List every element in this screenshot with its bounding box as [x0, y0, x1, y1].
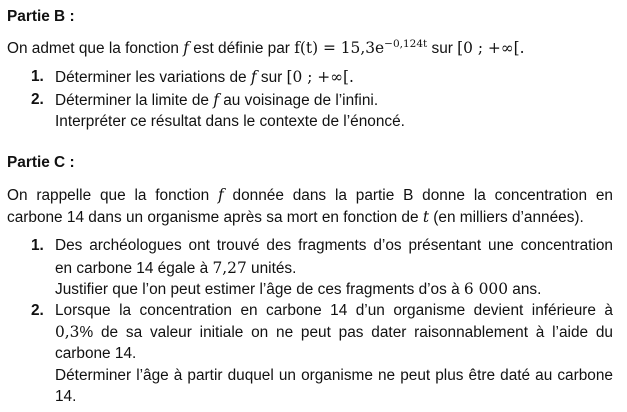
- partie-b-q1-number: 1.: [31, 68, 44, 85]
- partie-c-q1-line2: en carbone 14 égale à 7,27 unités.: [55, 259, 297, 277]
- partie-b-intro: On admet que la fonction f est définie par $f(t) = 15,3e^{-0,124t}$ sur [0 ; +∞[.: [7, 38, 525, 57]
- partie-b-q1-text: Déterminer les variations de f sur [0 ; +∞[.: [55, 68, 354, 86]
- partie-c-q1-line3: Justifier que l’on peut estimer l’âge de ces fragments d’os à 6 000 ans.: [55, 280, 542, 298]
- partie-b-heading: Partie B :: [7, 8, 75, 25]
- partie-c-intro-line2: carbone 14 dans un organisme après sa mort en fonction de t (en milliers d’années).: [7, 208, 584, 226]
- partie-c-intro-line1: On rappelle que la fonction f donnée dans la partie B donne la concentration en: [7, 186, 613, 204]
- partie-c-q1-number: 1.: [31, 237, 44, 254]
- partie-c-q2-line5: 14.: [55, 388, 77, 405]
- partie-b-q2-text: Déterminer la limite de f au voisinage de l’infini.: [55, 91, 379, 109]
- partie-b-q2-number: 2.: [31, 91, 44, 108]
- partie-c-heading: Partie C :: [7, 154, 75, 171]
- function-definition: $f(t) = 15,3e^{-0,124t}$: [294, 38, 428, 57]
- partie-c-q2-line2: 0,3% de sa valeur initiale on ne peut pas dater raisonnablement à l’aide du: [55, 323, 613, 341]
- partie-c-q2-line3: carbone 14.: [55, 345, 137, 362]
- partie-c-q2-number: 2.: [31, 302, 44, 319]
- partie-c-q2-line1: Lorsque la concentration en carbone 14 d’un organisme devient inférieure à: [55, 302, 613, 319]
- partie-c-q2-line4: Déterminer l’âge à partir duquel un organisme ne peut plus être daté au carbone: [55, 367, 613, 384]
- partie-c-q1-line1: Des archéologues ont trouvé des fragments d’os présentant une concentration: [55, 237, 613, 254]
- partie-b-q2-interpretation: Interpréter ce résultat dans le contexte de l’énoncé.: [55, 113, 405, 130]
